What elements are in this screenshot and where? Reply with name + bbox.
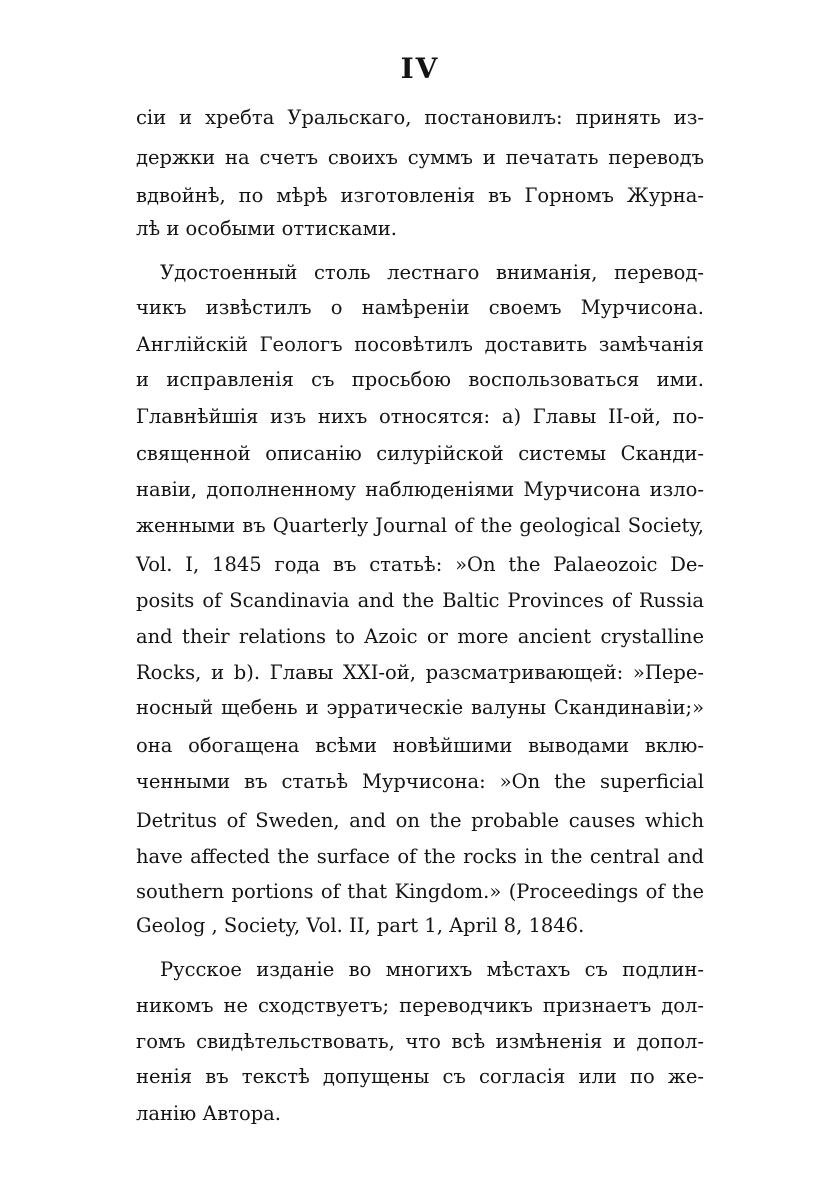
text-line: ненія въ текстѣ допущены съ согласія или по же- — [136, 1065, 704, 1088]
text-line: Русское изданіе во многихъ мѣстахъ съ подлин- — [160, 958, 704, 981]
text-line: вдвойнѣ, по мѣрѣ изготовленія въ Горномъ Журна- — [136, 184, 704, 207]
text-line: гомъ свидѣтельствовать, что всѣ измѣненія и допол- — [136, 1030, 704, 1053]
text-line: Rocks, и b). Главы XXI-ой, разсматривающей: »Пере- — [136, 661, 704, 684]
text-line: and their relations to Azoic or more ancient crystalline — [136, 625, 704, 648]
text-line: и исправленія съ просьбою воспользоваться ими. — [136, 368, 704, 391]
text-line: никомъ не сходствуетъ; переводчикъ признаетъ дол- — [136, 994, 704, 1017]
text-line: ланію Автора. — [136, 1102, 282, 1125]
page-number: IV — [400, 52, 440, 85]
text-line: Vol. I, 1845 года въ статьѣ: »On the Palaeozoic De- — [136, 553, 704, 576]
text-line: она обогащена всѣми новѣйшими выводами вклю- — [136, 734, 704, 757]
text-line: Англійскій Геологъ посовѣтилъ доставить замѣчанія — [136, 333, 704, 356]
text-line: Главнѣйшія изъ нихъ относятся: a) Главы II-ой, по- — [136, 405, 704, 428]
text-line: навіи, дополненному наблюденіями Мурчисона изло- — [136, 478, 704, 501]
text-line: Detritus of Sweden, and on the probable causes which — [136, 809, 704, 832]
text-line: southern portions of that Kingdom.» (Proceedings of the — [136, 880, 704, 903]
text-line: Удостоенный столь лестнаго вниманія, перевод- — [160, 261, 704, 284]
text-line: чикъ извѣстилъ о намѣреніи своемъ Мурчисона. — [136, 296, 704, 319]
text-line: сіи и хребта Уральскаго, постановилъ: принять из- — [136, 106, 704, 129]
text-line: have affected the surface of the rocks in the central and — [136, 845, 704, 868]
text-line: Geolog , Society, Vol. II, part 1, April 8, 1846. — [136, 914, 585, 937]
text-line: женными въ Quarterly Journal of the geological Society, — [136, 514, 704, 537]
text-line: ченными въ статьѣ Мурчисона: »On the superficial — [136, 770, 704, 793]
text-line: posits of Scandinavia and the Baltic Provinces of Russia — [136, 589, 704, 612]
text-line: священной описанію силурійской системы Сканди- — [136, 442, 704, 465]
text-line: лѣ и особыми оттисками. — [136, 217, 397, 240]
text-line: держки на счетъ своихъ суммъ и печатать переводъ — [136, 146, 704, 169]
text-line: носный щебень и эрратическіе валуны Скандинавіи;» — [136, 696, 704, 719]
